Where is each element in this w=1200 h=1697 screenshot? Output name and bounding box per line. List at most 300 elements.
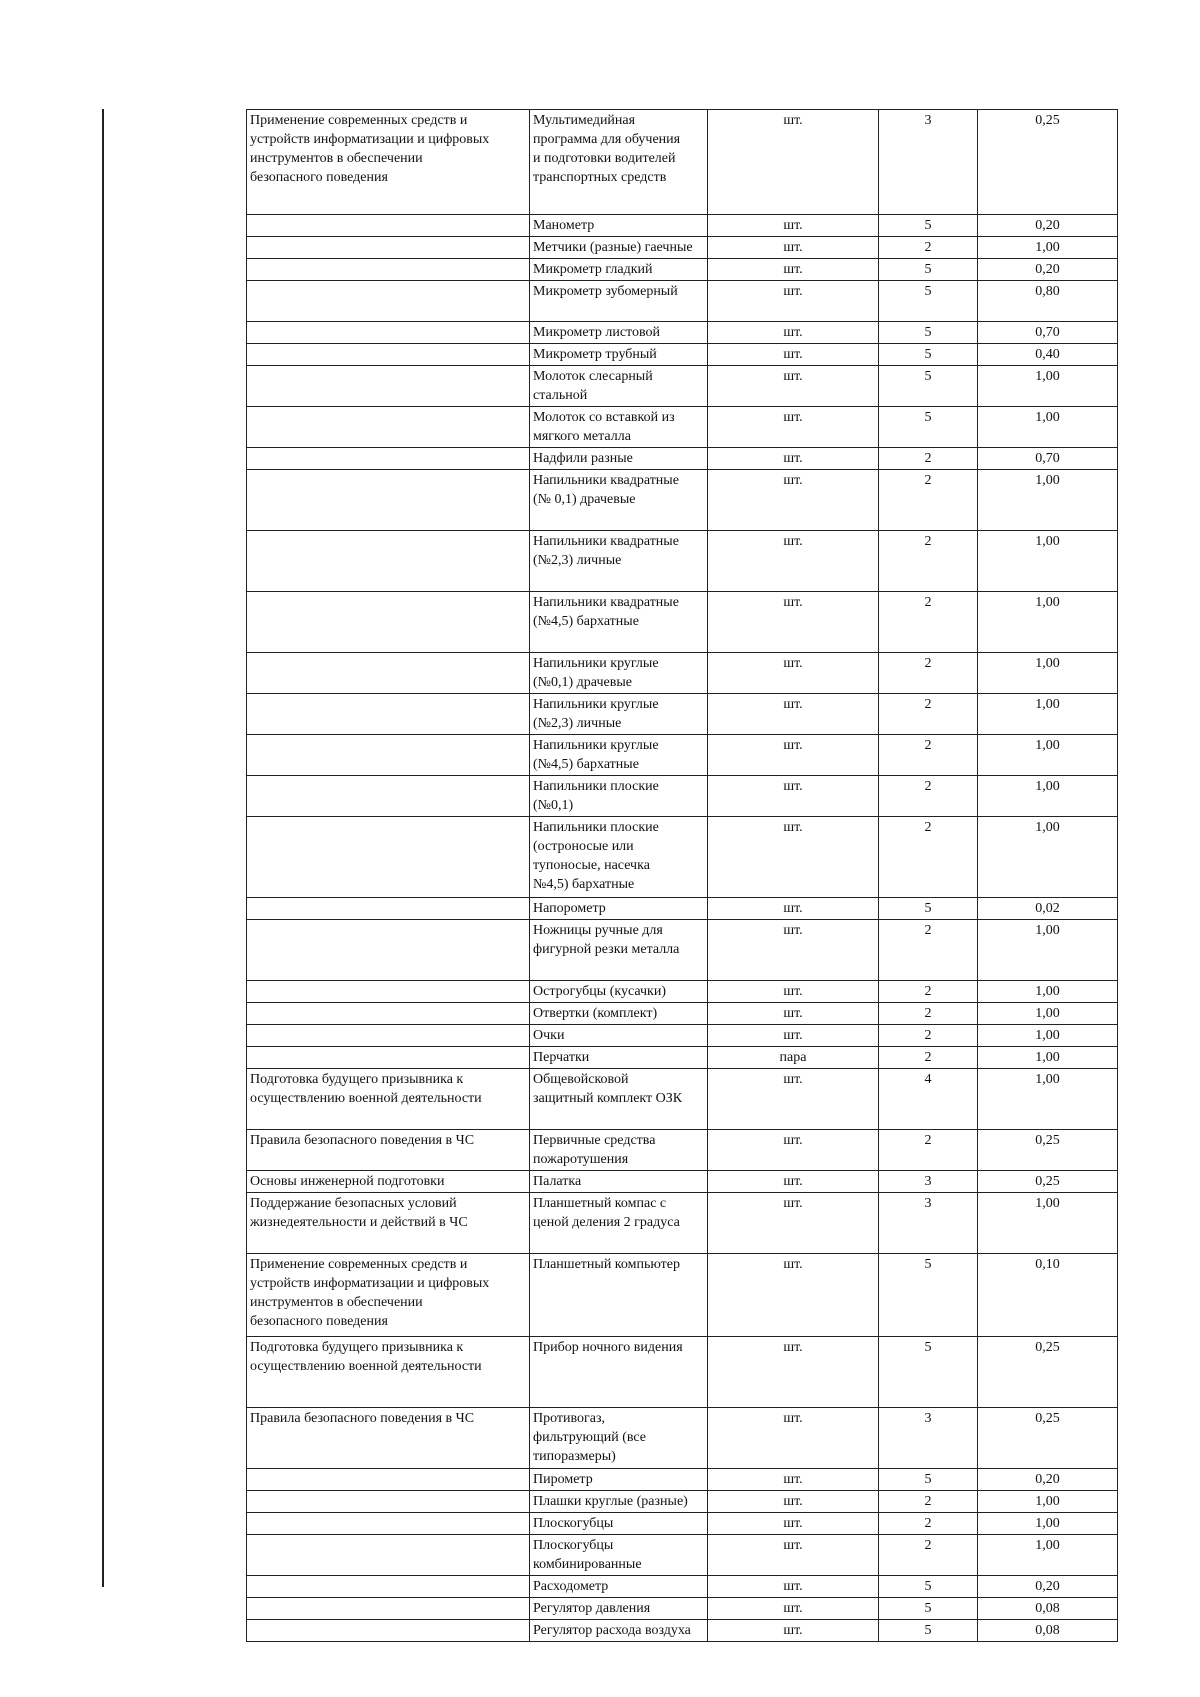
coefficient-cell-text: 1,00 <box>1035 923 1060 938</box>
coefficient-cell <box>978 366 1118 407</box>
item-name-cell-text: Палатка <box>533 1174 582 1189</box>
quantity-cell-text: 5 <box>924 1579 932 1594</box>
unit-cell <box>708 1620 879 1642</box>
table-row <box>247 448 1118 470</box>
unit-cell-text: шт. <box>783 1196 803 1211</box>
unit-cell-text: шт. <box>783 738 803 753</box>
section-cell <box>247 259 530 281</box>
coefficient-cell-text: 0,20 <box>1035 1579 1060 1594</box>
table-row <box>247 1193 1118 1254</box>
item-name-cell <box>530 592 708 653</box>
quantity-cell <box>879 1171 978 1193</box>
unit-cell <box>708 1535 879 1576</box>
table-row <box>247 1130 1118 1171</box>
table-row <box>247 735 1118 776</box>
unit-cell-text: шт. <box>783 1174 803 1189</box>
section-cell-text: Подготовка будущего призывника к осуществлению военной деятельности <box>250 1072 482 1106</box>
section-cell <box>247 1337 530 1408</box>
item-name-cell-text: Прибор ночного видения <box>533 1340 683 1355</box>
coefficient-cell <box>978 1003 1118 1025</box>
section-cell <box>247 1513 530 1535</box>
section-cell <box>247 1130 530 1171</box>
quantity-cell-text: 3 <box>924 113 932 128</box>
unit-cell-text: шт. <box>783 656 803 671</box>
coefficient-cell-text: 1,00 <box>1035 595 1060 610</box>
coefficient-cell-text: 0,08 <box>1035 1623 1060 1638</box>
coefficient-cell <box>978 237 1118 259</box>
table-row <box>247 653 1118 694</box>
section-cell-text: Основы инженерной подготовки <box>250 1174 445 1189</box>
table-row <box>247 215 1118 237</box>
section-cell-text: Применение современных средств и устройств информатизации и цифровых инструментов в обеспечении безопасного поведения <box>250 113 490 185</box>
unit-cell <box>708 1491 879 1513</box>
unit-cell <box>708 981 879 1003</box>
coefficient-cell <box>978 110 1118 215</box>
page-margin-rule <box>102 109 104 1587</box>
quantity-cell <box>879 1025 978 1047</box>
unit-cell <box>708 1469 879 1491</box>
coefficient-cell <box>978 1620 1118 1642</box>
unit-cell-text: пара <box>779 1050 807 1065</box>
quantity-cell-text: 5 <box>924 369 932 384</box>
section-cell <box>247 1171 530 1193</box>
coefficient-cell-text: 1,00 <box>1035 1538 1060 1553</box>
table-row <box>247 1171 1118 1193</box>
coefficient-cell-text: 1,00 <box>1035 697 1060 712</box>
item-name-cell-text: Микрометр зубомерный <box>533 284 678 299</box>
coefficient-cell <box>978 1408 1118 1469</box>
item-name-cell <box>530 1193 708 1254</box>
coefficient-cell-text: 0,08 <box>1035 1601 1060 1616</box>
quantity-cell <box>879 215 978 237</box>
item-name-cell <box>530 1254 708 1337</box>
coefficient-cell-text: 0,20 <box>1035 1472 1060 1487</box>
coefficient-cell-text: 1,00 <box>1035 820 1060 835</box>
section-cell <box>247 322 530 344</box>
unit-cell <box>708 592 879 653</box>
item-name-cell <box>530 1069 708 1130</box>
section-cell <box>247 817 530 898</box>
quantity-cell-text: 2 <box>924 697 932 712</box>
coefficient-cell <box>978 1469 1118 1491</box>
unit-cell-text: шт. <box>783 1516 803 1531</box>
item-name-cell-text: Микрометр трубный <box>533 347 657 362</box>
quantity-cell-text: 5 <box>924 1623 932 1638</box>
coefficient-cell <box>978 1193 1118 1254</box>
table-row <box>247 1408 1118 1469</box>
item-name-cell <box>530 1025 708 1047</box>
item-name-cell <box>530 448 708 470</box>
quantity-cell-text: 5 <box>924 284 932 299</box>
coefficient-cell-text: 0,02 <box>1035 901 1060 916</box>
unit-cell <box>708 776 879 817</box>
quantity-cell-text: 2 <box>924 240 932 255</box>
quantity-cell <box>879 898 978 920</box>
item-name-cell-text: Мультимедийная программа для обучения и подготовки водителей транспортных средств <box>533 113 681 185</box>
quantity-cell-text: 5 <box>924 325 932 340</box>
quantity-cell-text: 2 <box>924 779 932 794</box>
coefficient-cell <box>978 653 1118 694</box>
coefficient-cell <box>978 531 1118 592</box>
unit-cell-text: шт. <box>783 240 803 255</box>
quantity-cell <box>879 470 978 531</box>
quantity-cell-text: 5 <box>924 262 932 277</box>
unit-cell <box>708 322 879 344</box>
unit-cell <box>708 694 879 735</box>
coefficient-cell-text: 0,20 <box>1035 218 1060 233</box>
coefficient-cell <box>978 1047 1118 1069</box>
table-row <box>247 344 1118 366</box>
item-name-cell <box>530 735 708 776</box>
coefficient-cell-text: 1,00 <box>1035 984 1060 999</box>
item-name-cell-text: Напильники квадратные (№4,5) бархатные <box>533 595 679 629</box>
section-cell <box>247 1069 530 1130</box>
section-cell <box>247 1620 530 1642</box>
coefficient-cell-text: 1,00 <box>1035 369 1060 384</box>
item-name-cell <box>530 776 708 817</box>
coefficient-cell-text: 0,80 <box>1035 284 1060 299</box>
section-cell <box>247 1025 530 1047</box>
quantity-cell-text: 2 <box>924 1494 932 1509</box>
quantity-cell-text: 2 <box>924 923 932 938</box>
coefficient-cell-text: 0,20 <box>1035 262 1060 277</box>
coefficient-cell <box>978 1025 1118 1047</box>
coefficient-cell-text: 1,00 <box>1035 656 1060 671</box>
coefficient-cell-text: 0,25 <box>1035 1340 1060 1355</box>
item-name-cell <box>530 366 708 407</box>
item-name-cell-text: Регулятор давления <box>533 1601 651 1616</box>
coefficient-cell-text: 0,70 <box>1035 451 1060 466</box>
quantity-cell-text: 2 <box>924 1006 932 1021</box>
coefficient-cell <box>978 1576 1118 1598</box>
item-name-cell <box>530 981 708 1003</box>
table-row <box>247 1069 1118 1130</box>
quantity-cell-text: 5 <box>924 218 932 233</box>
table-row <box>247 981 1118 1003</box>
item-name-cell-text: Напорометр <box>533 901 606 916</box>
item-name-cell <box>530 1598 708 1620</box>
coefficient-cell <box>978 1254 1118 1337</box>
unit-cell <box>708 1408 879 1469</box>
coefficient-cell-text: 0,40 <box>1035 347 1060 362</box>
quantity-cell <box>879 817 978 898</box>
coefficient-cell-text: 1,00 <box>1035 1516 1060 1531</box>
coefficient-cell <box>978 281 1118 322</box>
quantity-cell <box>879 694 978 735</box>
table-row <box>247 470 1118 531</box>
quantity-cell-text: 2 <box>924 984 932 999</box>
unit-cell-text: шт. <box>783 820 803 835</box>
section-cell <box>247 898 530 920</box>
coefficient-cell-text: 1,00 <box>1035 779 1060 794</box>
quantity-cell <box>879 281 978 322</box>
quantity-cell <box>879 1469 978 1491</box>
section-cell <box>247 1003 530 1025</box>
section-cell <box>247 920 530 981</box>
section-cell-text: Правила безопасного поведения в ЧС <box>250 1411 475 1426</box>
quantity-cell-text: 2 <box>924 820 932 835</box>
unit-cell <box>708 1171 879 1193</box>
section-cell-text: Правила безопасного поведения в ЧС <box>250 1133 475 1148</box>
coefficient-cell <box>978 344 1118 366</box>
item-name-cell <box>530 237 708 259</box>
unit-cell-text: шт. <box>783 325 803 340</box>
item-name-cell-text: Молоток со вставкой из мягкого металла <box>533 410 675 444</box>
table-row <box>247 110 1118 215</box>
item-name-cell-text: Метчики (разные) гаечные <box>533 240 693 255</box>
table-row <box>247 1620 1118 1642</box>
quantity-cell <box>879 322 978 344</box>
section-cell <box>247 110 530 215</box>
unit-cell-text: шт. <box>783 1006 803 1021</box>
table-row <box>247 694 1118 735</box>
quantity-cell-text: 5 <box>924 347 932 362</box>
item-name-cell-text: Расходометр <box>533 1579 609 1594</box>
unit-cell <box>708 531 879 592</box>
unit-cell-text: шт. <box>783 113 803 128</box>
item-name-cell-text: Надфили разные <box>533 451 633 466</box>
table-row <box>247 1047 1118 1069</box>
item-name-cell <box>530 1620 708 1642</box>
coefficient-cell-text: 1,00 <box>1035 1050 1060 1065</box>
quantity-cell <box>879 981 978 1003</box>
table-row <box>247 1254 1118 1337</box>
item-name-cell-text: Напильники круглые (№2,3) личные <box>533 697 659 731</box>
unit-cell-text: шт. <box>783 1494 803 1509</box>
coefficient-cell <box>978 259 1118 281</box>
quantity-cell-text: 2 <box>924 595 932 610</box>
coefficient-cell-text: 0,25 <box>1035 1133 1060 1148</box>
item-name-cell <box>530 281 708 322</box>
quantity-cell <box>879 1193 978 1254</box>
quantity-cell <box>879 653 978 694</box>
section-cell <box>247 592 530 653</box>
unit-cell-text: шт. <box>783 262 803 277</box>
table-row <box>247 776 1118 817</box>
quantity-cell-text: 5 <box>924 410 932 425</box>
quantity-cell <box>879 776 978 817</box>
quantity-cell-text: 3 <box>924 1196 932 1211</box>
item-name-cell-text: Плоскогубцы комбинированные <box>533 1538 642 1572</box>
item-name-cell <box>530 1171 708 1193</box>
quantity-cell-text: 2 <box>924 1538 932 1553</box>
item-name-cell <box>530 653 708 694</box>
section-cell <box>247 776 530 817</box>
unit-cell <box>708 1193 879 1254</box>
item-name-cell <box>530 110 708 215</box>
coefficient-cell-text: 1,00 <box>1035 738 1060 753</box>
unit-cell-text: шт. <box>783 1340 803 1355</box>
table-row <box>247 1337 1118 1408</box>
coefficient-cell <box>978 1535 1118 1576</box>
table-row <box>247 237 1118 259</box>
section-cell <box>247 1576 530 1598</box>
unit-cell <box>708 1003 879 1025</box>
quantity-cell-text: 5 <box>924 1601 932 1616</box>
unit-cell <box>708 1337 879 1408</box>
equipment-table <box>246 109 1118 1642</box>
section-cell <box>247 1254 530 1337</box>
item-name-cell-text: Острогубцы (кусачки) <box>533 984 666 999</box>
unit-cell-text: шт. <box>783 1257 803 1272</box>
unit-cell <box>708 1254 879 1337</box>
section-cell <box>247 653 530 694</box>
coefficient-cell <box>978 776 1118 817</box>
quantity-cell <box>879 1337 978 1408</box>
unit-cell <box>708 653 879 694</box>
unit-cell <box>708 1576 879 1598</box>
item-name-cell <box>530 1408 708 1469</box>
coefficient-cell <box>978 322 1118 344</box>
unit-cell <box>708 110 879 215</box>
item-name-cell <box>530 322 708 344</box>
quantity-cell <box>879 110 978 215</box>
unit-cell <box>708 1513 879 1535</box>
item-name-cell-text: Молоток слесарный стальной <box>533 369 653 403</box>
table-row <box>247 817 1118 898</box>
section-cell <box>247 735 530 776</box>
coefficient-cell <box>978 215 1118 237</box>
item-name-cell-text: Регулятор расхода воздуха <box>533 1623 691 1638</box>
item-name-cell-text: Напильники круглые (№4,5) бархатные <box>533 738 659 772</box>
unit-cell-text: шт. <box>783 984 803 999</box>
item-name-cell-text: Напильники квадратные (№2,3) личные <box>533 534 679 568</box>
quantity-cell <box>879 344 978 366</box>
quantity-cell <box>879 1254 978 1337</box>
unit-cell <box>708 1598 879 1620</box>
table-row <box>247 1576 1118 1598</box>
unit-cell <box>708 366 879 407</box>
section-cell-text: Применение современных средств и устройств информатизации и цифровых инструментов в обеспечении безопасного поведения <box>250 1257 490 1329</box>
table-row <box>247 1535 1118 1576</box>
item-name-cell <box>530 1513 708 1535</box>
item-name-cell <box>530 1003 708 1025</box>
table-row <box>247 898 1118 920</box>
coefficient-cell-text: 1,00 <box>1035 1196 1060 1211</box>
item-name-cell <box>530 1576 708 1598</box>
quantity-cell <box>879 366 978 407</box>
unit-cell-text: шт. <box>783 1411 803 1426</box>
section-cell <box>247 470 530 531</box>
quantity-cell <box>879 1003 978 1025</box>
unit-cell <box>708 344 879 366</box>
item-name-cell-text: Планшетный компьютер <box>533 1257 680 1272</box>
unit-cell-text: шт. <box>783 218 803 233</box>
coefficient-cell <box>978 920 1118 981</box>
item-name-cell <box>530 1469 708 1491</box>
unit-cell <box>708 1130 879 1171</box>
quantity-cell-text: 4 <box>924 1072 932 1087</box>
coefficient-cell-text: 0,10 <box>1035 1257 1060 1272</box>
section-cell <box>247 981 530 1003</box>
item-name-cell-text: Очки <box>533 1028 565 1043</box>
item-name-cell <box>530 470 708 531</box>
unit-cell-text: шт. <box>783 1028 803 1043</box>
item-name-cell-text: Напильники квадратные (№ 0,1) драчевые <box>533 473 679 507</box>
table-row <box>247 531 1118 592</box>
quantity-cell <box>879 448 978 470</box>
coefficient-cell-text: 0,25 <box>1035 113 1060 128</box>
quantity-cell <box>879 1130 978 1171</box>
unit-cell-text: шт. <box>783 451 803 466</box>
section-cell <box>247 407 530 448</box>
item-name-cell <box>530 1337 708 1408</box>
coefficient-cell-text: 1,00 <box>1035 410 1060 425</box>
table-row <box>247 1491 1118 1513</box>
unit-cell-text: шт. <box>783 595 803 610</box>
unit-cell <box>708 281 879 322</box>
section-cell <box>247 1193 530 1254</box>
quantity-cell-text: 5 <box>924 901 932 916</box>
item-name-cell-text: Ножницы ручные для фигурной резки металла <box>533 923 680 957</box>
section-cell <box>247 1598 530 1620</box>
coefficient-cell <box>978 1598 1118 1620</box>
coefficient-cell <box>978 694 1118 735</box>
quantity-cell <box>879 1491 978 1513</box>
coefficient-cell <box>978 448 1118 470</box>
section-cell <box>247 281 530 322</box>
section-cell <box>247 1535 530 1576</box>
item-name-cell <box>530 1130 708 1171</box>
coefficient-cell-text: 1,00 <box>1035 1006 1060 1021</box>
equipment-table-body <box>247 110 1118 1642</box>
unit-cell <box>708 1047 879 1069</box>
section-cell <box>247 215 530 237</box>
item-name-cell-text: Первичные средства пожаротушения <box>533 1133 656 1167</box>
quantity-cell <box>879 1047 978 1069</box>
coefficient-cell <box>978 735 1118 776</box>
quantity-cell-text: 2 <box>924 1516 932 1531</box>
item-name-cell-text: Плашки круглые (разные) <box>533 1494 688 1509</box>
unit-cell-text: шт. <box>783 473 803 488</box>
coefficient-cell-text: 0,25 <box>1035 1411 1060 1426</box>
coefficient-cell-text: 0,25 <box>1035 1174 1060 1189</box>
section-cell-text: Поддержание безопасных условий жизнедеятельности и действий в ЧС <box>250 1196 468 1230</box>
unit-cell-text: шт. <box>783 369 803 384</box>
item-name-cell <box>530 407 708 448</box>
item-name-cell-text: Планшетный компас с ценой деления 2 градуса <box>533 1196 680 1230</box>
item-name-cell <box>530 1491 708 1513</box>
table-row <box>247 259 1118 281</box>
quantity-cell <box>879 1408 978 1469</box>
coefficient-cell-text: 1,00 <box>1035 1028 1060 1043</box>
quantity-cell-text: 5 <box>924 1472 932 1487</box>
item-name-cell-text: Микрометр листовой <box>533 325 660 340</box>
section-cell <box>247 531 530 592</box>
item-name-cell <box>530 817 708 898</box>
item-name-cell <box>530 344 708 366</box>
unit-cell <box>708 898 879 920</box>
coefficient-cell <box>978 1513 1118 1535</box>
item-name-cell <box>530 259 708 281</box>
quantity-cell-text: 2 <box>924 656 932 671</box>
quantity-cell-text: 5 <box>924 1257 932 1272</box>
table-row <box>247 407 1118 448</box>
coefficient-cell <box>978 1171 1118 1193</box>
quantity-cell-text: 3 <box>924 1174 932 1189</box>
unit-cell <box>708 448 879 470</box>
table-row <box>247 592 1118 653</box>
unit-cell <box>708 1069 879 1130</box>
unit-cell <box>708 1025 879 1047</box>
coefficient-cell-text: 1,00 <box>1035 1494 1060 1509</box>
quantity-cell <box>879 920 978 981</box>
unit-cell-text: шт. <box>783 1072 803 1087</box>
item-name-cell-text: Напильники плоские (№0,1) <box>533 779 659 813</box>
coefficient-cell <box>978 817 1118 898</box>
item-name-cell <box>530 1535 708 1576</box>
item-name-cell <box>530 694 708 735</box>
